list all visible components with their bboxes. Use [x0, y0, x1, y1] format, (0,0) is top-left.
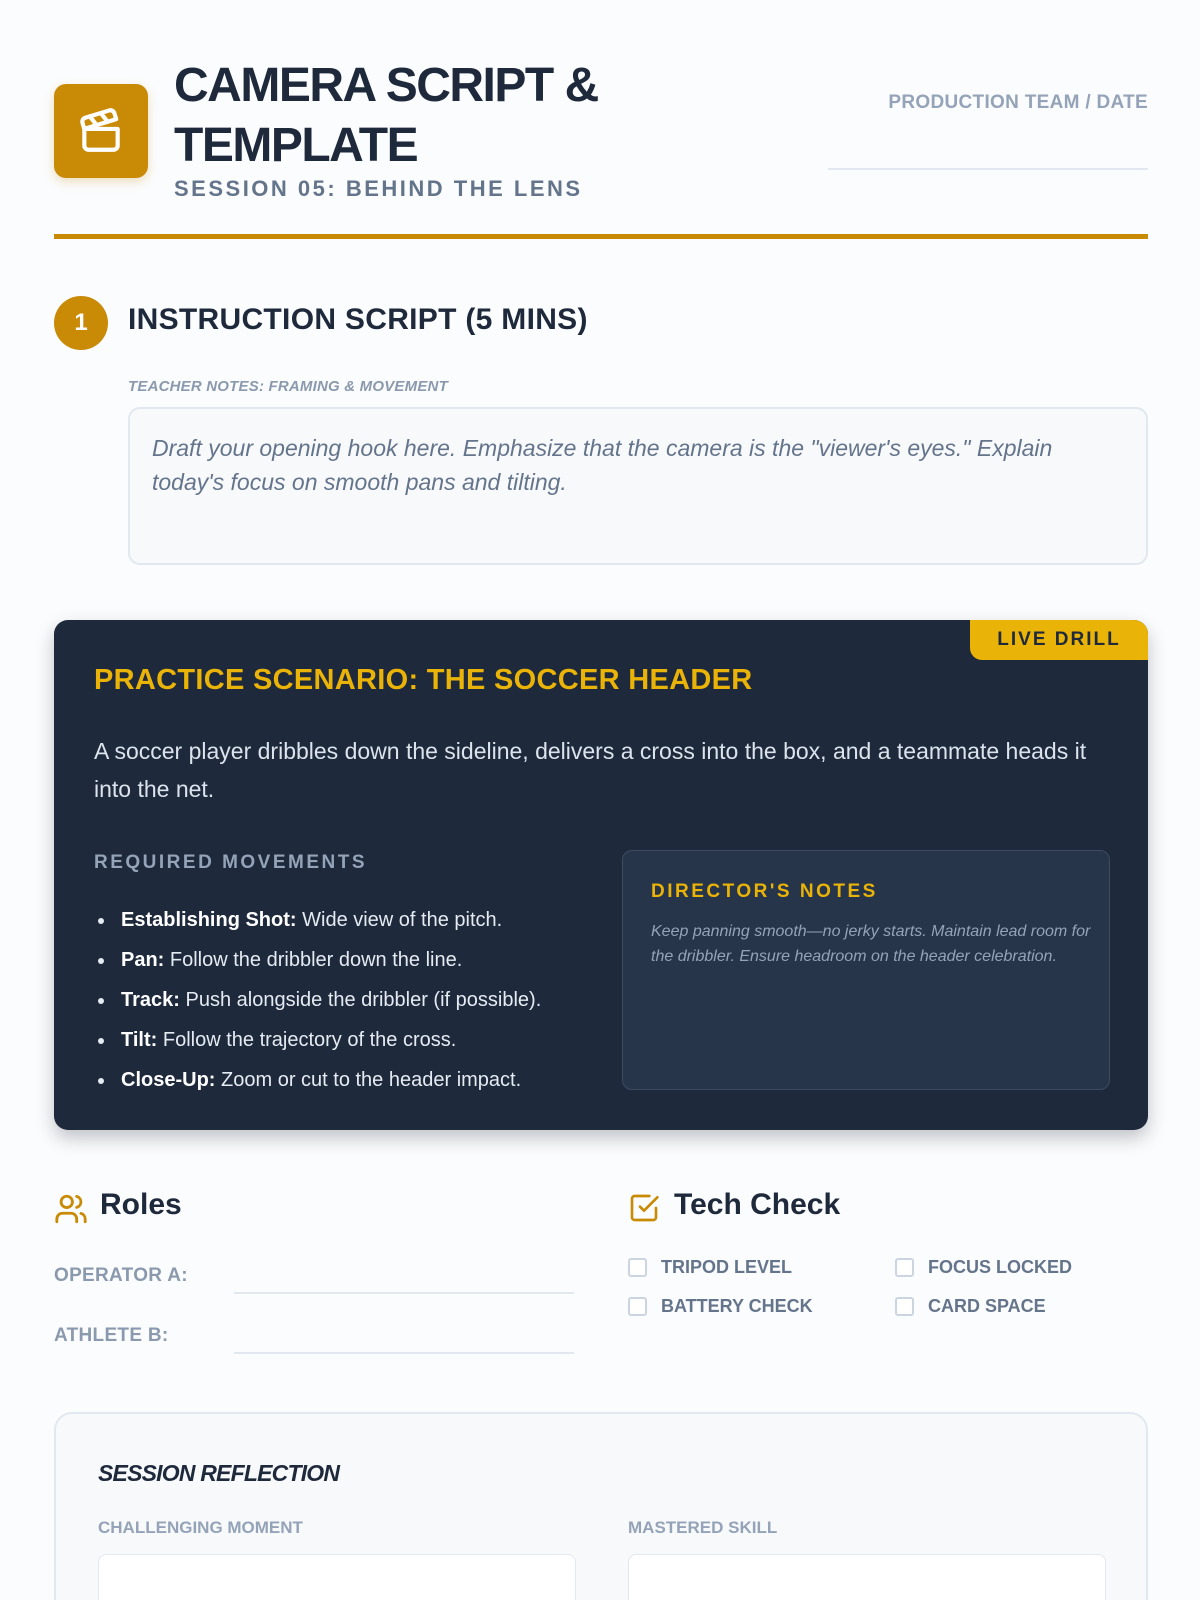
- tripod-level-checkbox[interactable]: [628, 1257, 792, 1278]
- operator-a-field[interactable]: [234, 1292, 574, 1294]
- logo: [54, 84, 148, 178]
- mastered-skill-field[interactable]: [628, 1554, 1106, 1600]
- directors-notes-text: Keep panning smooth—no jerky starts. Maintain lead room for the dribbler. Ensure headroom on the header celebration.: [651, 923, 1091, 965]
- movement-text: Follow the trajectory of the cross.: [157, 1029, 457, 1051]
- checkbox[interactable]: [628, 1297, 647, 1316]
- scenario-description: A soccer player dribbles down the sideline, delivers a cross into the box, and a teammate heads it into the net.: [94, 738, 1087, 802]
- challenging-moment-label: CHALLENGING MOMENT: [98, 1518, 303, 1537]
- movement-term: Close-Up:: [121, 1069, 216, 1091]
- battery-check-checkbox[interactable]: [628, 1296, 813, 1317]
- movements-list: [94, 900, 541, 1100]
- clapperboard-icon: [76, 106, 126, 156]
- athlete-b-label: ATHLETE B:: [54, 1325, 169, 1346]
- users-icon: [54, 1192, 88, 1226]
- movement-term: Establishing Shot:: [121, 909, 297, 931]
- session-reflection-card: [54, 1412, 1148, 1600]
- required-movements-label: REQUIRED MOVEMENTS: [94, 852, 368, 873]
- mastered-skill-label: MASTERED SKILL: [628, 1518, 778, 1537]
- page-header: [54, 56, 1148, 242]
- list-item: [94, 1020, 541, 1060]
- teacher-notes-label: TEACHER NOTES: FRAMING & MOVEMENT: [128, 378, 448, 395]
- card-space-checkbox[interactable]: [895, 1296, 1046, 1317]
- production-team-field[interactable]: [828, 168, 1148, 170]
- movement-term: Track:: [121, 989, 180, 1011]
- operator-a-label: OPERATOR A:: [54, 1265, 188, 1286]
- checkbox[interactable]: [895, 1258, 914, 1277]
- section-number-badge: 1: [54, 296, 108, 350]
- movement-text: Follow the dribbler down the line.: [164, 949, 463, 971]
- scenario-title: PRACTICE SCENARIO: THE SOCCER HEADER: [94, 664, 753, 696]
- teacher-notes-field[interactable]: Draft your opening hook here. Emphasize that the camera is the "viewer's eyes." Explain today's focus on smooth pans and tilting.: [128, 407, 1148, 565]
- checkbox[interactable]: [895, 1297, 914, 1316]
- reflection-title: SESSION REFLECTION: [98, 1460, 340, 1486]
- tech-check-heading: Tech Check: [674, 1188, 841, 1221]
- practice-scenario-card: [54, 620, 1148, 1130]
- checkbox[interactable]: [628, 1258, 647, 1277]
- list-item: [94, 940, 541, 980]
- movement-text: Zoom or cut to the header impact.: [215, 1069, 522, 1091]
- list-item: [94, 900, 541, 940]
- list-item: [94, 980, 541, 1020]
- page-subtitle: SESSION 05: BEHIND THE LENS: [174, 176, 583, 201]
- movement-text: Wide view of the pitch.: [296, 909, 503, 931]
- roles-heading: Roles: [100, 1188, 182, 1221]
- checkbox-label: FOCUS LOCKED: [928, 1257, 1072, 1277]
- list-item: [94, 1060, 541, 1100]
- page-title: CAMERA SCRIPT & TEMPLATE: [174, 59, 598, 172]
- live-drill-badge: LIVE DRILL: [970, 620, 1148, 660]
- directors-notes-box[interactable]: [622, 850, 1110, 1090]
- checkbox-label: CARD SPACE: [928, 1296, 1046, 1316]
- directors-notes-title: DIRECTOR'S NOTES: [651, 881, 878, 902]
- athlete-b-field[interactable]: [234, 1352, 574, 1354]
- checkbox-icon: [628, 1192, 660, 1224]
- movement-text: Push alongside the dribbler (if possible).: [179, 989, 542, 1011]
- challenging-moment-field[interactable]: [98, 1554, 576, 1600]
- production-team-label: PRODUCTION TEAM / DATE: [888, 92, 1148, 113]
- focus-locked-checkbox[interactable]: [895, 1257, 1072, 1278]
- movement-term: Tilt:: [121, 1029, 158, 1051]
- checkbox-label: TRIPOD LEVEL: [661, 1257, 793, 1277]
- checkbox-label: BATTERY CHECK: [661, 1296, 813, 1316]
- movement-term: Pan:: [121, 949, 165, 971]
- header-divider: [54, 234, 1148, 239]
- section-title: INSTRUCTION SCRIPT (5 MINS): [128, 303, 588, 336]
